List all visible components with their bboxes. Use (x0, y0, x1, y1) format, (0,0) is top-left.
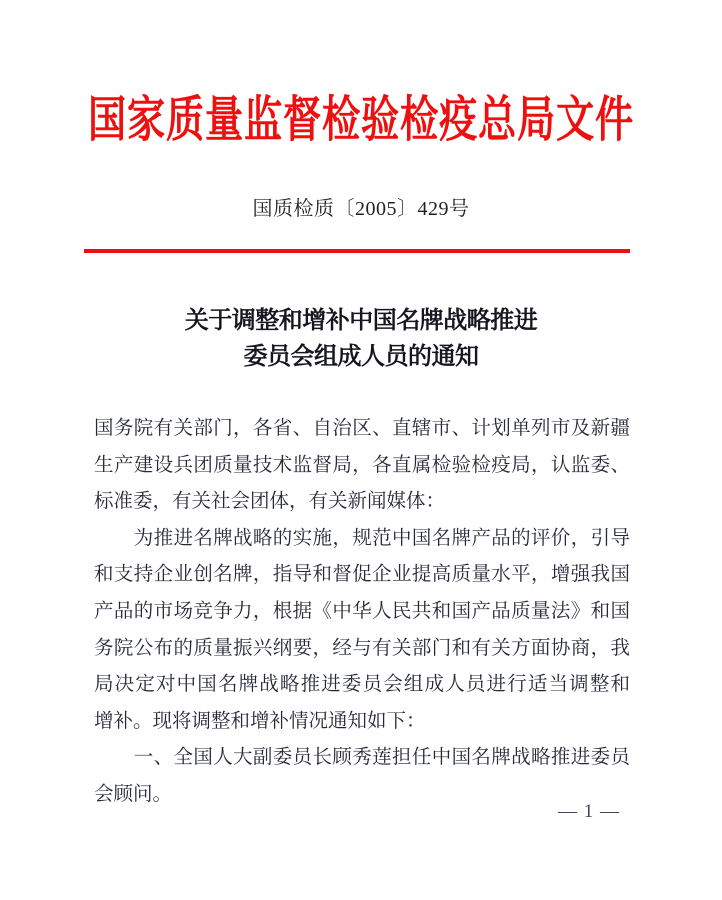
body-line: 国务院有关部门，各省、自治区、直辖市、计划单列市及新疆 (94, 418, 630, 439)
body-line: 会顾问。 (94, 783, 173, 805)
document-reference-number: 国质检质〔2005〕429号 (252, 198, 470, 220)
notice-title-line-1: 关于调整和增补中国名牌战略推进 (184, 308, 538, 334)
notice-title-line-2: 委员会组成人员的通知 (243, 344, 479, 370)
body-line: 为推进名牌战略的实施，规范中国名牌产品的评价，引导 (94, 527, 630, 549)
document-body (94, 411, 630, 814)
letterhead-title-text: 国家质量监督检验检疫总局文件 (87, 92, 634, 147)
red-divider-line (84, 249, 630, 253)
body-line: 和支持企业创名牌，指导和督促企业提高质量水平，增强我国 (94, 564, 630, 586)
body-line: 标准委，有关社会团体，有关新闻媒体： (94, 491, 446, 513)
letterhead-title (0, 94, 722, 146)
body-line: 产品的市场竞争力，根据《中华人民共和国产品质量法》和国 (94, 600, 630, 622)
body-line: 务院公布的质量振兴纲要，经与有关部门和有关方面协商，我 (94, 637, 630, 659)
body-line: 局决定对中国名牌战略推进委员会组成人员进行适当调整和 (94, 674, 630, 696)
body-line: 一、全国人大副委员长顾秀莲担任中国名牌战略推进委员 (94, 747, 630, 769)
body-line: 增补。现将调整和增补情况通知如下： (94, 710, 426, 732)
body-line: 生产建设兵团质量技术监督局，各直属检验检疫局，认监委、 (94, 454, 630, 476)
page-number: — 1 — (558, 801, 620, 822)
notice-title (0, 303, 722, 375)
